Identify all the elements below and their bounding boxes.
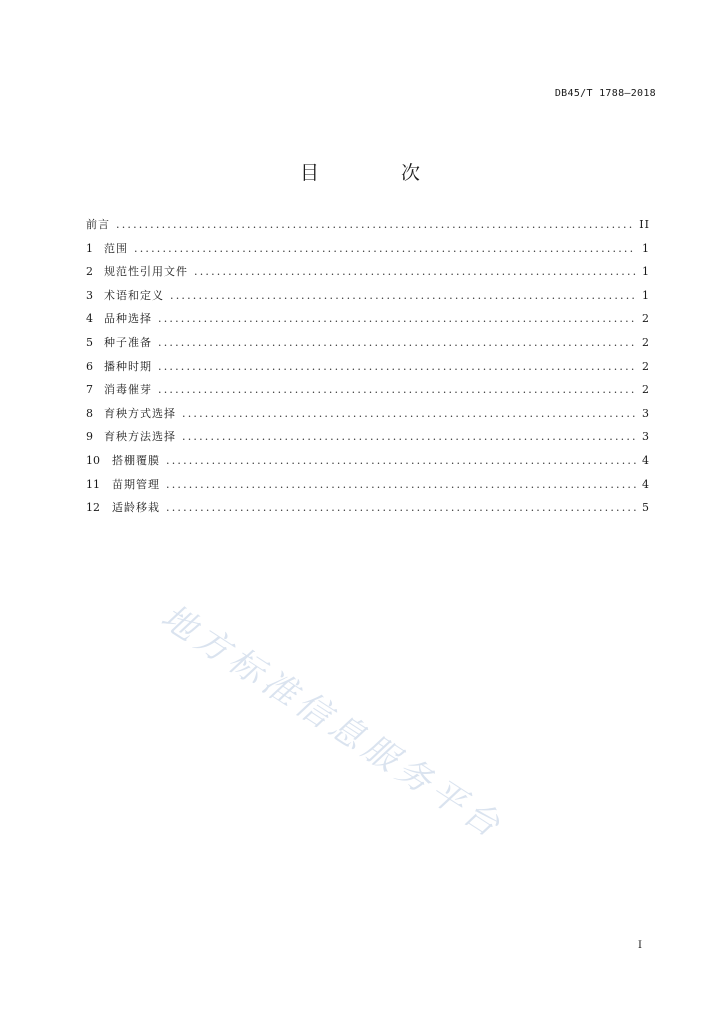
toc-page-number: 2	[642, 335, 650, 349]
toc-number: 12	[86, 501, 100, 515]
toc-page-number: 3	[642, 406, 650, 420]
toc-leader-dots	[182, 430, 636, 443]
toc-entry-3[interactable]	[86, 287, 650, 311]
toc-entry-8[interactable]	[86, 405, 650, 429]
toc-page-number: 5	[642, 501, 650, 515]
document-code: DB45/T 1788—2018	[554, 88, 656, 99]
toc-leader-dots	[166, 478, 636, 491]
toc-number: 4	[86, 312, 93, 326]
toc-entry-foreword[interactable]	[86, 216, 650, 240]
toc-label: 育秧方法选择	[104, 430, 176, 444]
toc-number: 9	[86, 430, 93, 444]
toc-label: 育秧方式选择	[104, 406, 176, 420]
toc-number: 3	[86, 288, 93, 302]
toc-leader-dots	[170, 289, 636, 302]
toc-number: 11	[86, 477, 100, 491]
toc-label: 播种时期	[104, 359, 152, 373]
table-of-contents	[86, 216, 650, 523]
toc-leader-dots	[158, 360, 636, 373]
toc-entry-5[interactable]	[86, 334, 650, 358]
toc-leader-dots	[134, 242, 636, 255]
toc-number: 10	[86, 453, 100, 467]
page-number: I	[638, 940, 642, 951]
toc-label: 种子准备	[104, 335, 152, 349]
toc-leader-dots	[182, 407, 636, 420]
toc-page-number: 4	[642, 477, 650, 491]
toc-page-number: II	[639, 218, 650, 231]
toc-page-number: 2	[642, 312, 650, 326]
toc-label: 品种选择	[104, 312, 152, 326]
toc-number: 1	[86, 241, 93, 255]
watermark: 地方标准信息服务平台	[153, 596, 512, 849]
toc-number: 8	[86, 406, 93, 420]
toc-entry-4[interactable]	[86, 310, 650, 334]
toc-leader-dots	[166, 454, 636, 467]
toc-label: 规范性引用文件	[104, 265, 188, 279]
toc-page-number: 1	[642, 241, 650, 255]
toc-entry-7[interactable]	[86, 381, 650, 405]
toc-number: 6	[86, 359, 93, 373]
toc-entry-11[interactable]	[86, 476, 650, 500]
toc-entry-1[interactable]	[86, 240, 650, 264]
toc-label: 搭棚覆膜	[112, 453, 160, 467]
toc-entry-10[interactable]	[86, 452, 650, 476]
toc-leader-dots	[166, 501, 636, 514]
toc-number: 5	[86, 335, 93, 349]
toc-page-number: 2	[642, 383, 650, 397]
toc-label: 范围	[104, 241, 128, 255]
toc-leader-dots	[194, 265, 636, 278]
toc-label: 前言	[86, 218, 110, 231]
toc-page-number: 1	[642, 265, 650, 279]
toc-entry-6[interactable]	[86, 358, 650, 382]
toc-number: 2	[86, 265, 93, 279]
toc-entry-12[interactable]	[86, 499, 650, 523]
toc-label: 苗期管理	[112, 477, 160, 491]
toc-leader-dots	[158, 312, 636, 325]
toc-label: 消毒催芽	[104, 383, 152, 397]
toc-entry-9[interactable]	[86, 428, 650, 452]
toc-leader-dots	[116, 218, 635, 231]
page-title: 目 次	[299, 162, 459, 184]
toc-number: 7	[86, 383, 93, 397]
toc-page-number: 3	[642, 430, 650, 444]
toc-entry-2[interactable]	[86, 263, 650, 287]
toc-page-number: 4	[642, 453, 650, 467]
toc-leader-dots	[158, 336, 636, 349]
toc-label: 适龄移栽	[112, 501, 160, 515]
toc-label: 术语和定义	[104, 288, 164, 302]
toc-leader-dots	[158, 383, 636, 396]
toc-page-number: 1	[642, 288, 650, 302]
toc-page-number: 2	[642, 359, 650, 373]
